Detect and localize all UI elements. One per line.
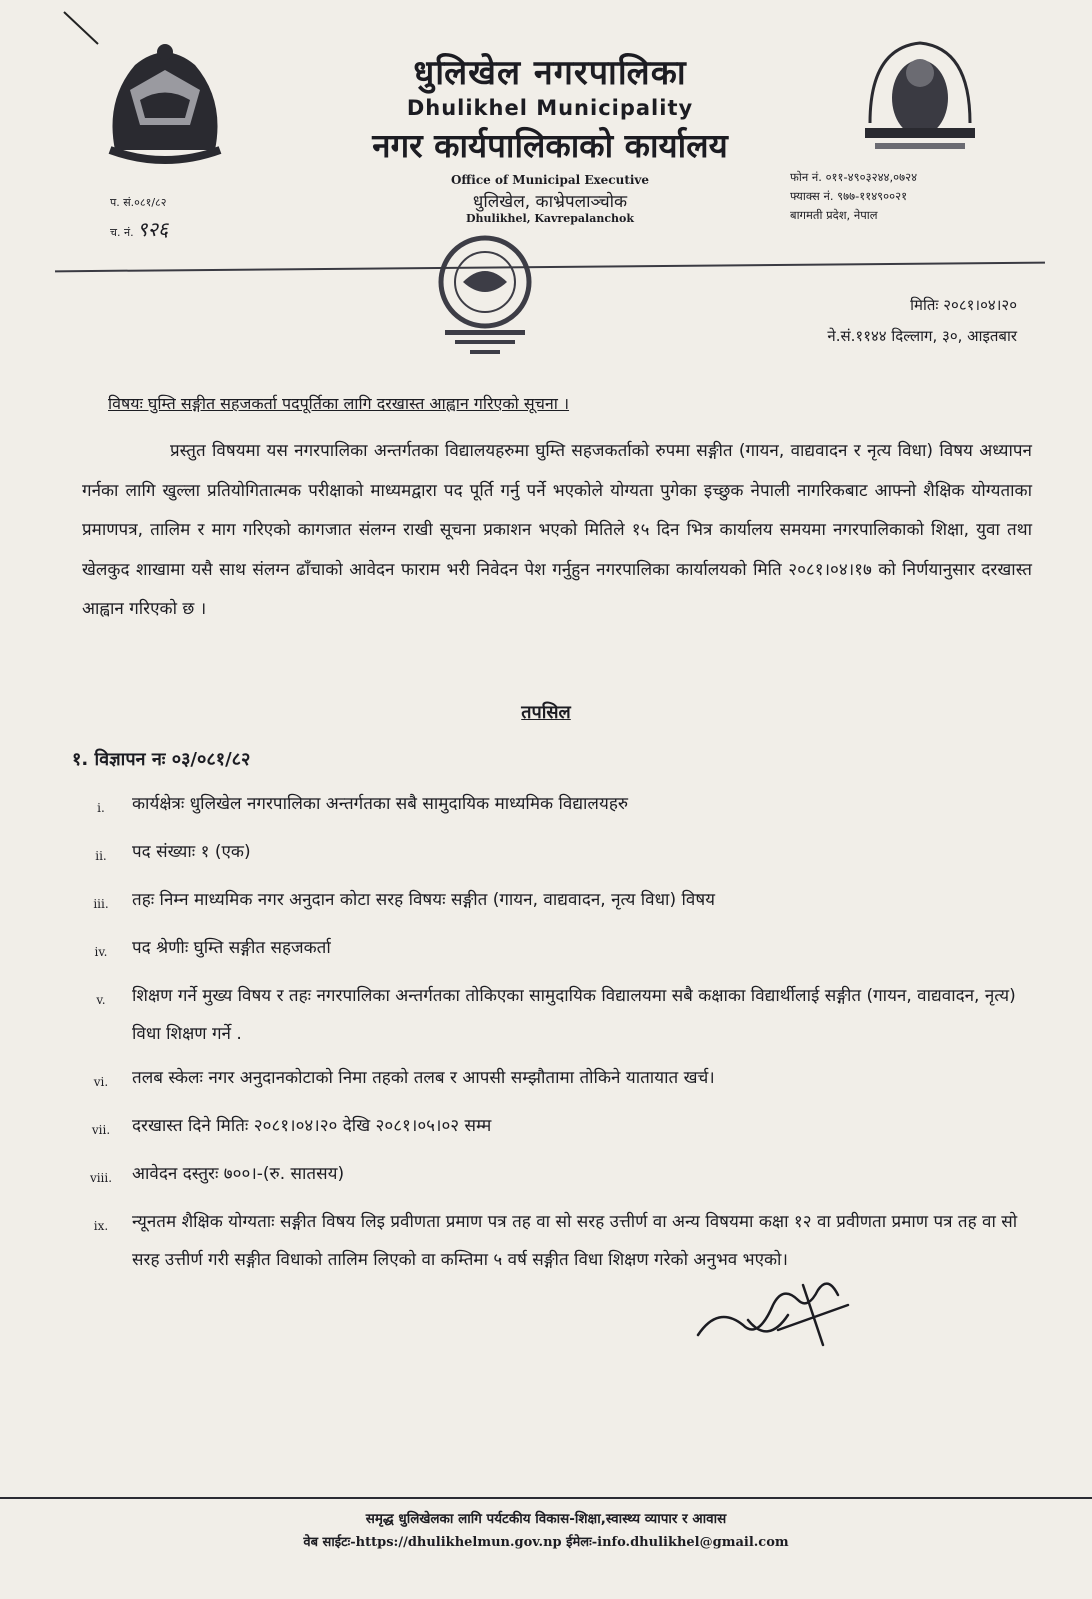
ref-patra-sankhya: प. सं.०८१/८२ (110, 196, 167, 209)
item-number: vi. (93, 1075, 109, 1089)
date-block (827, 290, 1017, 352)
municipality-name-np: धुलिखेल नगरपालिका (413, 53, 687, 93)
subject-line: विषयः घुम्ति सङ्गीत सहजकर्ता पदपूर्तिका लागि दरखास्त आह्वान गरिएको सूचना । (108, 394, 570, 413)
list-item (70, 1107, 1045, 1149)
footer-divider (0, 1497, 1092, 1499)
body-paragraph: प्रस्तुत विषयमा यस नगरपालिका अन्तर्गतका विद्यालयहरुमा घुम्ति सहजकर्ताको रुपमा सङ्गीत (गायन, वाद्यवादन र नृत्य विधा) विषय अध्यापन गर्नका लागि खुल्ला प्रतियोगितात्मक परीक्षाको माध्यमद्वारा पद पूर्ति गर्नु पर्ने भएकोले योग्यता पुगेका इच्छुक नेपाली नागरिकबाट आफ्नो शैक्षिक योग्यताका प्रमाणपत्र, तालिम र माग गरिएको कागजात संलग्न राखी सूचना प्रकाशन भएको मितिले १५ दिन भित्र कार्यालय समयमा नगरपालिकाको शिक्षा, युवा तथा खेलकुद शाखामा यसै साथ संलग्न ढाँचाको आवेदन फाराम भरी निवेदन पेश गर्नुहुन नगरपालिका कार्यालयको मिति २०८१।०४।१७ को निर्णयानुसार दरखास्त आह्वान गरिएको छ । (82, 441, 1032, 619)
contact-phone: फोन नं. ०११-४९०३२४४,०७२४ (790, 170, 918, 184)
item-number: iv. (94, 945, 108, 959)
item-text: तहः निम्न माध्यमिक नगर अनुदान कोटा सरह विषयः सङ्गीत (गायन, वाद्यवादन, नृत्य विधा) विषय (132, 890, 716, 910)
footer-slogan: समृद्ध धुलिखेलका लागि पर्यटकीय विकास-शिक्षा,स्वास्थ्य व्यापार र आवास (365, 1511, 727, 1527)
deity-logo-icon (850, 28, 990, 168)
item-text: आवेदन दस्तुरः ७००।-(रु. सातसय) (132, 1164, 345, 1184)
footer (0, 1507, 1092, 1555)
list-item (70, 1059, 1045, 1101)
list-item (70, 977, 1045, 1053)
advertisement-number: १. विज्ञापन नः ०३/०८१/८२ (72, 749, 251, 770)
list-item (70, 881, 1045, 923)
list-item (70, 785, 1045, 827)
item-number: i. (97, 801, 105, 815)
reference-numbers (110, 190, 168, 246)
letterhead (300, 48, 800, 225)
item-number: ii. (95, 849, 107, 863)
item-text: दरखास्त दिने मितिः २०८१।०४।२० देखि २०८१।०५।०२ सम्म (132, 1116, 492, 1136)
list-item (70, 833, 1045, 875)
item-text: पद संख्याः १ (एक) (132, 842, 251, 862)
nepal-sambat-date: ने.सं.११४४ दिल्लाग, ३०, आइतबार (827, 327, 1017, 345)
office-name-en: Office of Municipal Executive (450, 173, 650, 187)
item-text: शिक्षण गर्ने मुख्य विषय र तहः नगरपालिका अन्तर्गतका तोकिएका सामुदायिक विद्यालयमा सबै कक्षाका विद्यार्थीलाई सङ्गीत (गायन, वाद्यवादन, नृत्य) विधा शिक्षण गर्ने . (132, 986, 1016, 1044)
item-number: iii. (93, 897, 109, 911)
place-en: Dhulikhel, Kavrepalanchok (466, 212, 634, 225)
footer-contact: वेब साईटः-https://dhulikhelmun.gov.np ईमेलः-info.dhulikhel@gmail.com (303, 1535, 789, 1550)
item-text: न्यूनतम शैक्षिक योग्यताः सङ्गीत विषय लिइ प्रवीणता प्रमाण पत्र तह वा सो सरह उत्तीर्ण वा अन्य विषयमा कक्षा १२ वा प्रवीणता प्रमाण पत्र तह वा सो सरह उत्तीर्ण गरी सङ्गीत विधाको तालिम लिएको वा कम्तिमा ५ वर्ष सङ्गीत विधा शिक्षण गरेको अनुभव भएको। (132, 1212, 1018, 1270)
ref-chalani (110, 216, 168, 246)
list-item (70, 929, 1045, 971)
official-stamp (425, 232, 545, 362)
item-text: कार्यक्षेत्रः धुलिखेल नगरपालिका अन्तर्गतका सबै सामुदायिक माध्यमिक विद्यालयहरु (132, 794, 629, 814)
ref-chalani-label: च. नं. (110, 226, 134, 239)
item-text: पद श्रेणीः घुम्ति सङ्गीत सहजकर्ता (132, 938, 331, 958)
ref-chalani-value: ९२६ (137, 217, 169, 241)
list-item (70, 1203, 1045, 1279)
nepal-emblem-icon (95, 30, 235, 180)
item-number: v. (96, 993, 106, 1007)
notice-body (82, 432, 1032, 630)
contact-province: बागमती प्रदेश, नेपाल (790, 208, 878, 222)
item-text: तलब स्केलः नगर अनुदानकोटाको निमा तहको तलब र आपसी सम्झौतामा तोकिने यातायात खर्च। (132, 1068, 715, 1088)
contact-fax: फ्याक्स नं. ९७७-११४९००२१ (790, 189, 908, 203)
list-item (70, 1155, 1045, 1197)
place-np: धुलिखेल, काभ्रेपलाञ्चोक (472, 192, 628, 212)
details-heading: तपसिल (521, 702, 571, 723)
details-list (70, 785, 1045, 1285)
office-name-np: नगर कार्यपालिकाको कार्यालय (372, 126, 728, 165)
header-divider (55, 262, 1045, 273)
contact-info (790, 168, 917, 225)
signature (688, 1265, 858, 1355)
date-line: मितिः २०८१।०४।२० (910, 296, 1017, 314)
item-number: viii. (89, 1171, 113, 1185)
item-number: ix. (93, 1219, 109, 1233)
item-number: vii. (91, 1123, 111, 1137)
municipality-name-en: Dhulikhel Municipality (406, 96, 694, 120)
